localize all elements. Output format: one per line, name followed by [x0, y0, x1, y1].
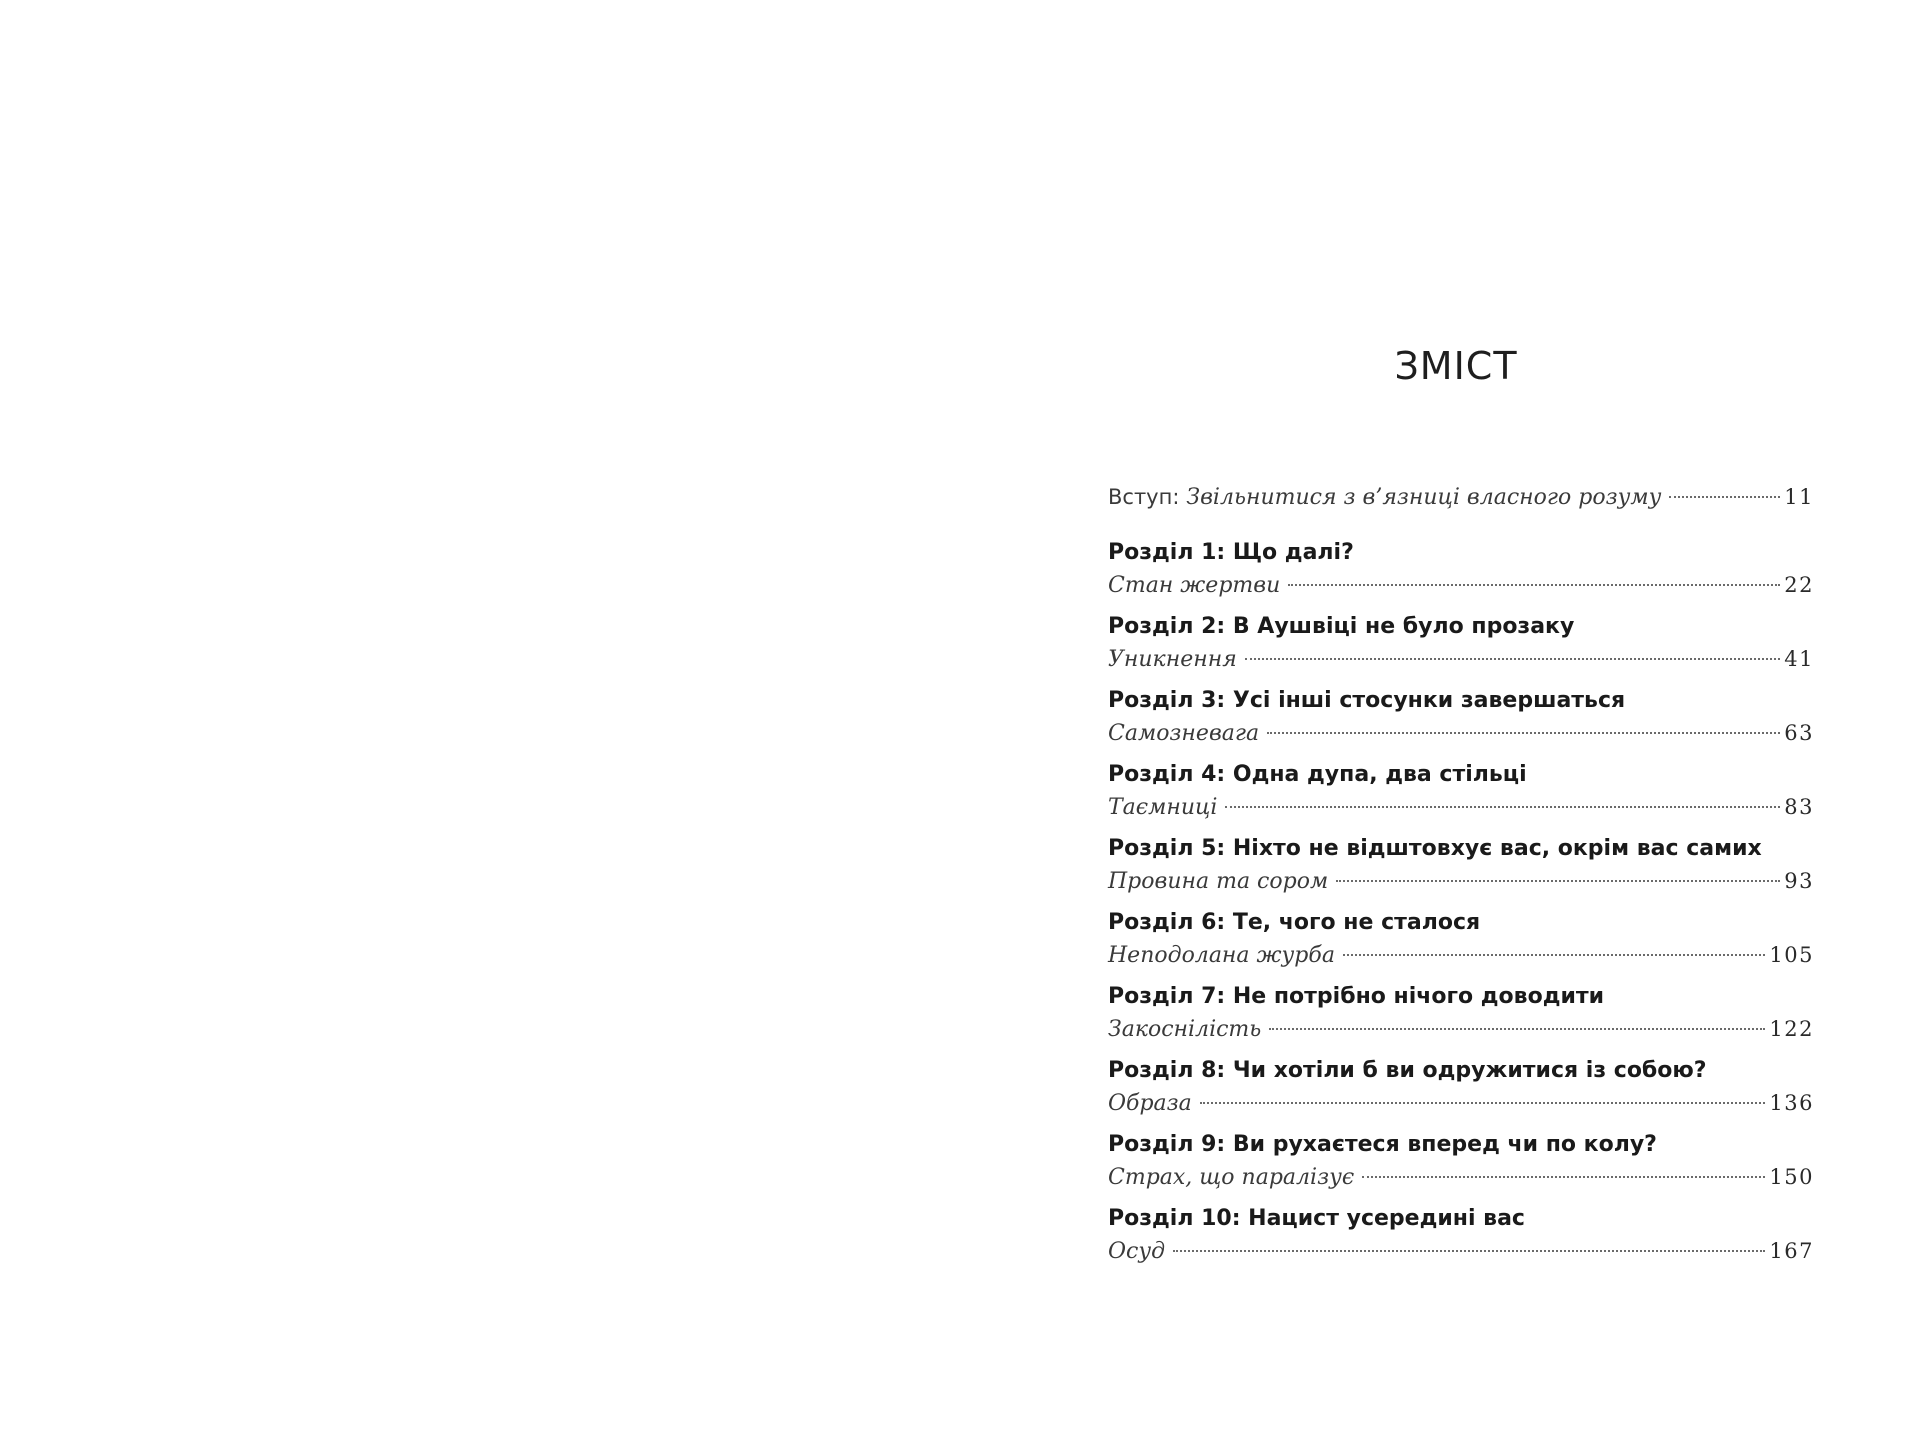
toc-chapter-7[interactable] [1108, 980, 1814, 1044]
chapter-subtitle-line [1108, 1088, 1814, 1118]
chapter-title: Розділ 6: Те, чого не сталося [1108, 910, 1481, 935]
toc-intro-title [1108, 482, 1661, 513]
chapter-title: Розділ 4: Одна дупа, два стільці [1108, 762, 1527, 787]
chapter-subtitle-line [1108, 792, 1814, 822]
dot-leader [1200, 1102, 1766, 1104]
toc-page-number: 11 [1784, 485, 1814, 509]
toc-page-number: 105 [1769, 943, 1814, 967]
chapter-title: Розділ 1: Що далі? [1108, 540, 1354, 565]
chapter-subtitle: Неподолана журба [1108, 943, 1335, 968]
chapter-subtitle-line [1108, 1162, 1814, 1192]
toc-heading: ЗМІСТ [1394, 344, 1518, 388]
dot-leader [1173, 1250, 1765, 1252]
dot-leader [1288, 584, 1780, 586]
dot-leader [1267, 732, 1780, 734]
dot-leader [1225, 806, 1780, 808]
chapter-subtitle-line [1108, 940, 1814, 970]
chapter-title: Розділ 8: Чи хотіли б ви одружитися із собою? [1108, 1058, 1707, 1083]
chapter-subtitle-line [1108, 866, 1814, 896]
chapter-title: Розділ 9: Ви рухаєтеся вперед чи по колу? [1108, 1132, 1657, 1157]
chapter-subtitle: Самозневага [1108, 721, 1260, 746]
chapter-subtitle: Стан жертви [1108, 573, 1281, 598]
chapter-subtitle-line [1108, 718, 1814, 748]
chapter-title: Розділ 2: В Аушвіці не було прозаку [1108, 614, 1575, 639]
dot-leader [1336, 880, 1780, 882]
chapter-title: Розділ 10: Нацист усередині вас [1108, 1206, 1525, 1231]
toc-page-number: 22 [1784, 573, 1814, 597]
chapter-subtitle: Образа [1108, 1091, 1192, 1116]
chapter-subtitle: Страх, що паралізує [1108, 1165, 1355, 1190]
dot-leader [1269, 1028, 1765, 1030]
toc-page-number: 93 [1784, 869, 1814, 893]
toc-page-number: 167 [1769, 1239, 1814, 1263]
dot-leader [1362, 1176, 1765, 1178]
toc-chapter-2[interactable] [1108, 610, 1814, 674]
toc-page-number: 41 [1784, 647, 1814, 671]
toc-chapter-5[interactable] [1108, 832, 1814, 896]
toc-chapter-10[interactable] [1108, 1202, 1814, 1266]
chapter-title: Розділ 3: Усі інші стосунки завершаться [1108, 688, 1626, 713]
toc-chapter-8[interactable] [1108, 1054, 1814, 1118]
toc-intro-prefix: Вступ: [1108, 485, 1180, 509]
chapter-subtitle: Таємниці [1108, 795, 1218, 820]
toc-page-number: 122 [1769, 1017, 1814, 1041]
toc-chapter-6[interactable] [1108, 906, 1814, 970]
chapter-title: Розділ 7: Не потрібно нічого доводити [1108, 984, 1605, 1009]
chapter-title: Розділ 5: Ніхто не відштовхує вас, окрім вас самих [1108, 836, 1762, 861]
chapter-subtitle-line [1108, 644, 1814, 674]
toc-chapter-9[interactable] [1108, 1128, 1814, 1192]
dot-leader [1245, 658, 1781, 660]
toc-page-number: 63 [1784, 721, 1814, 745]
toc-intro-entry[interactable] [1108, 482, 1814, 512]
dot-leader [1343, 954, 1765, 956]
toc-chapter-1[interactable] [1108, 536, 1814, 600]
toc-page-number: 83 [1784, 795, 1814, 819]
table-of-contents [1108, 482, 1814, 1276]
toc-page-number: 150 [1769, 1165, 1814, 1189]
chapter-subtitle: Провина та сором [1108, 869, 1329, 894]
toc-chapter-3[interactable] [1108, 684, 1814, 748]
dot-leader [1669, 496, 1780, 498]
chapter-subtitle-line [1108, 570, 1814, 600]
chapter-subtitle: Осуд [1108, 1239, 1166, 1264]
toc-page-number: 136 [1769, 1091, 1814, 1115]
toc-chapter-4[interactable] [1108, 758, 1814, 822]
chapter-subtitle: Уникнення [1108, 647, 1237, 672]
chapter-subtitle-line [1108, 1014, 1814, 1044]
chapter-subtitle: Закоснілість [1108, 1017, 1262, 1042]
toc-intro-text: Звільнитися з в’язниці власного розуму [1186, 485, 1662, 510]
chapter-subtitle-line [1108, 1236, 1814, 1266]
